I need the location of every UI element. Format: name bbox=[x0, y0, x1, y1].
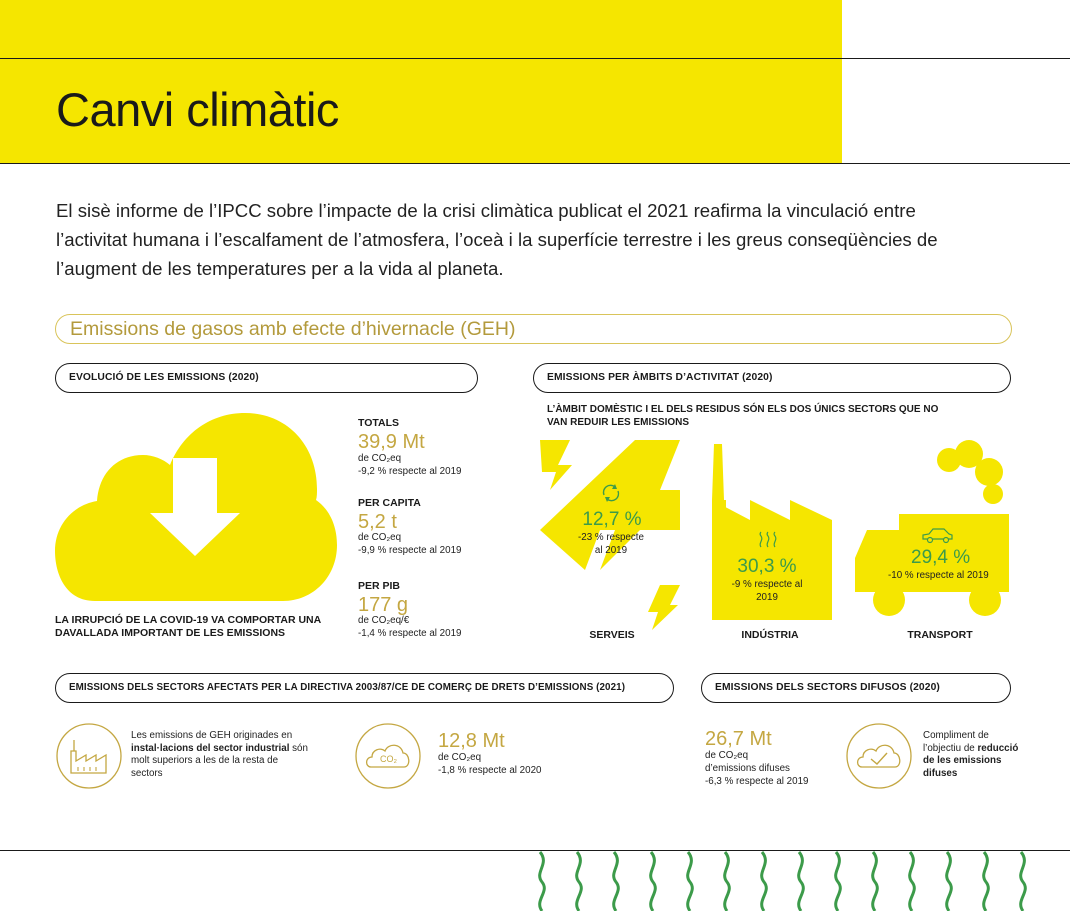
directive-note-prefix: Les emissions de GEH originades en bbox=[131, 730, 293, 741]
totals-change: -9,2 % respecte al 2019 bbox=[358, 466, 462, 477]
capita-label: PER CAPITA bbox=[358, 497, 421, 509]
wave-line bbox=[540, 852, 545, 911]
wave-line bbox=[873, 852, 878, 911]
totals-label: TOTALS bbox=[358, 417, 400, 429]
wave-line bbox=[614, 852, 619, 911]
intro-paragraph: El sisè informe de l’IPCC sobre l’impacte de la crisi climàtica publicat el 2021 reafirma la vinculació entre l’activitat humana i l’escalfament de l’atmosfera, l’oceà i la superfície terrestre i les greus conseqüències de l’augment de les temperatures per a la vida al planeta. bbox=[56, 200, 938, 279]
directive-unit: de CO₂eq bbox=[438, 752, 482, 763]
wave-line bbox=[947, 852, 952, 911]
cloud-download-icon bbox=[55, 413, 337, 613]
compliance-text bbox=[923, 730, 1023, 780]
pib-label: PER PIB bbox=[358, 580, 401, 592]
diffuse-unit2: d’emissions difuses bbox=[705, 763, 790, 774]
wave-line bbox=[799, 852, 804, 911]
wave-line bbox=[762, 852, 767, 911]
diffuse-value: 26,7 Mt bbox=[705, 728, 772, 750]
section-title: Emissions de gasos amb efecte d’hivernacle (GEH) bbox=[70, 318, 516, 340]
capita-change: -9,9 % respecte al 2019 bbox=[358, 545, 462, 556]
car-icon bbox=[920, 526, 954, 544]
section-title-pill bbox=[55, 314, 1012, 344]
co2-icon-label: CO₂ bbox=[380, 754, 397, 764]
capita-unit: de CO₂eq bbox=[358, 532, 402, 543]
pib-change: -1,4 % respecte al 2019 bbox=[358, 628, 462, 639]
compliance-prefix: Compliment de l’objectiu de bbox=[923, 730, 989, 754]
transport-change: -10 % respecte al 2019 bbox=[888, 570, 989, 581]
pib-value: 177 g bbox=[358, 594, 409, 616]
cloud-check-circle-icon bbox=[846, 723, 912, 789]
directive-note-suffix: són molt superiors a les de la resta de sectors bbox=[131, 742, 308, 779]
directive-change: -1,8 % respecte al 2020 bbox=[438, 765, 542, 776]
heat-waves-icon bbox=[757, 531, 779, 549]
diffuse-unit: de CO₂eq bbox=[705, 750, 749, 761]
industria-change: -9 % respecte al 2019 bbox=[731, 579, 803, 603]
header-bottom-rule bbox=[0, 163, 1070, 164]
compliance-bold: reducció de les emissions difuses bbox=[923, 742, 1019, 779]
factory-circle-icon bbox=[56, 723, 122, 789]
wave-line bbox=[651, 852, 656, 911]
wave-line bbox=[725, 852, 730, 911]
transport-label: TRANSPORT bbox=[907, 629, 973, 641]
footer-rule bbox=[0, 850, 1070, 851]
wave-line bbox=[910, 852, 915, 911]
diffuse-heading-pill bbox=[701, 673, 1011, 703]
industria-value: 30,3 % bbox=[737, 556, 797, 577]
sectors-heading: EMISSIONS PER ÀMBITS D’ACTIVITAT (2020) bbox=[547, 372, 773, 383]
sectors-subheading: L’ÀMBIT DOMÈSTIC I EL DELS RESIDUS SÓN ELS DOS ÚNICS SECTORS QUE NO VAN REDUIR LES EMISSIONS bbox=[547, 404, 939, 428]
directive-note bbox=[131, 730, 311, 780]
evolution-heading-pill bbox=[55, 363, 478, 393]
wave-line bbox=[984, 852, 989, 911]
directive-heading-pill bbox=[55, 673, 674, 703]
serveis-label: SERVEIS bbox=[589, 629, 635, 641]
header-top-rule bbox=[0, 58, 1070, 59]
directive-note-bold: instal·lacions del sector industrial bbox=[131, 742, 290, 754]
totals-unit: de CO₂eq bbox=[358, 453, 402, 464]
serveis-change: -23 % respecte al 2019 bbox=[578, 532, 644, 556]
evolution-heading: EVOLUCIÓ DE LES EMISSIONS (2020) bbox=[69, 372, 259, 383]
totals-value: 39,9 Mt bbox=[358, 431, 425, 453]
diffuse-heading: EMISSIONS DELS SECTORS DIFUSOS (2020) bbox=[715, 682, 940, 693]
directive-heading: EMISSIONS DELS SECTORS AFECTATS PER LA DIRECTIVA 2003/87/CE DE COMERÇ DE DRETS D’EMISSIONS (2021) bbox=[69, 682, 626, 693]
page-title: Canvi climàtic bbox=[56, 83, 339, 136]
wave-line bbox=[688, 852, 693, 911]
wave-line bbox=[836, 852, 841, 911]
diffuse-change: -6,3 % respecte al 2019 bbox=[705, 776, 809, 787]
directive-value: 12,8 Mt bbox=[438, 730, 505, 752]
sectors-heading-pill bbox=[533, 363, 1011, 393]
transport-value: 29,4 % bbox=[911, 547, 971, 568]
wave-line bbox=[1021, 852, 1026, 911]
pib-unit: de CO₂eq/€ bbox=[358, 615, 410, 626]
wave-line bbox=[577, 852, 582, 911]
industria-label: INDÚSTRIA bbox=[741, 629, 799, 641]
decorative-waves bbox=[530, 852, 1070, 911]
evolution-caption: LA IRRUPCIÓ DE LA COVID-19 VA COMPORTAR UNA DAVALLADA IMPORTANT DE LES EMISSIONS bbox=[55, 614, 321, 639]
capita-value: 5,2 t bbox=[358, 511, 397, 533]
recycle-icon bbox=[600, 483, 622, 503]
serveis-value: 12,7 % bbox=[582, 509, 642, 530]
